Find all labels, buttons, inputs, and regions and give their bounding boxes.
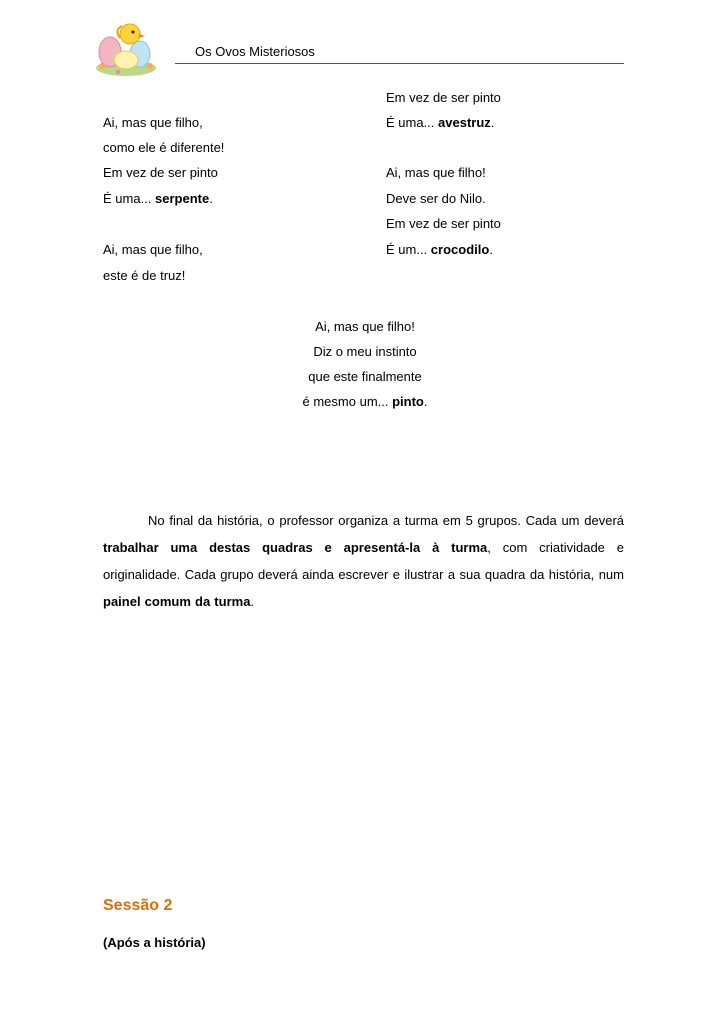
session-heading: Sessão 2 — [103, 897, 173, 914]
poem-line: Em vez de ser pinto — [386, 216, 501, 231]
poem-line: como ele é diferente! — [103, 140, 225, 155]
poem-line: é mesmo um... pinto. — [302, 394, 428, 409]
poem-line: Em vez de ser pinto — [103, 165, 218, 180]
session-subtitle: (Após a história) — [103, 935, 206, 950]
poem-line: Ai, mas que filho, — [103, 242, 203, 257]
poem-line: Em vez de ser pinto — [386, 90, 501, 105]
header-divider — [175, 63, 624, 64]
poem-line: este é de truz! — [103, 268, 186, 283]
header-title: Os Ovos Misteriosos — [195, 44, 315, 59]
poem-line: Ai, mas que filho! — [386, 165, 486, 180]
poem-line: É um... crocodilo. — [386, 242, 493, 257]
poem-line: Deve ser do Nilo. — [386, 191, 486, 206]
easter-chick-logo — [90, 16, 162, 78]
instructions-paragraph: No final da história, o professor organiza a turma em 5 grupos. Cada um deverá trabalhar uma destas quadras e apresentá-la à turma, com criatividade e originalidade. Cada grupo deverá ainda escrever e ilustrar a sua quadra da história, num painel comum da turma. — [103, 513, 624, 609]
poem-line: É uma... avestruz. — [386, 115, 495, 130]
poem-line: Ai, mas que filho, — [103, 115, 203, 130]
poem-line: Diz o meu instinto — [313, 344, 417, 359]
poem-line: É uma... serpente. — [103, 191, 213, 206]
poem-line: que este finalmente — [308, 369, 422, 384]
poem-line: Ai, mas que filho! — [315, 319, 415, 334]
